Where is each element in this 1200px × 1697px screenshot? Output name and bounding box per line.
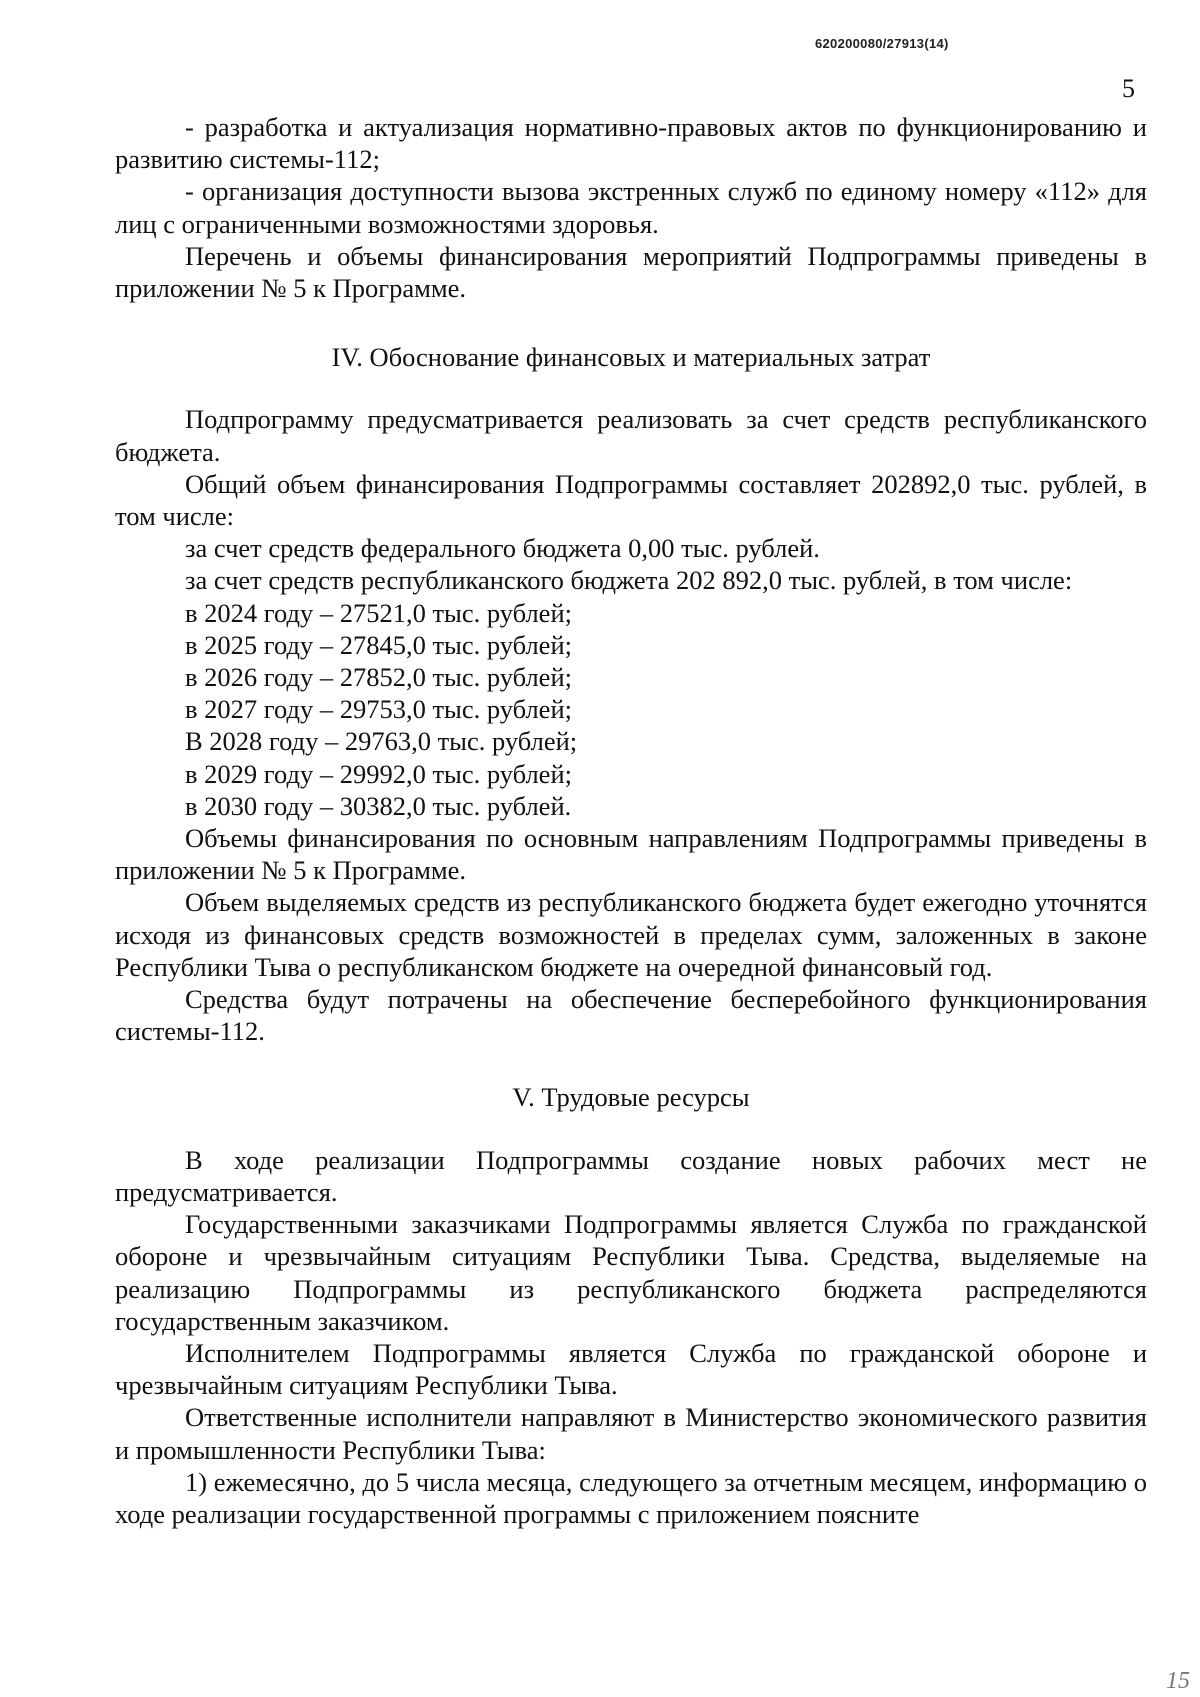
page-number: 5 [1122, 74, 1135, 103]
funding-year-2030: в 2030 году – 30382,0 тыс. рублей. [185, 790, 572, 821]
handwritten-page-mark: 15 [1166, 1668, 1190, 1694]
paragraph-monthly-report: 1) ежемесячно, до 5 числа месяца, следующего за отчетным месяцем, информацию о ходе реализации государственной программы с приложением поясните [115, 1466, 1147, 1529]
document-code: 620200080/27913(14) [815, 36, 949, 51]
funding-year-2027: в 2027 году – 29753,0 тыс. рублей; [185, 694, 572, 725]
paragraph-development-acts: - разработка и актуализация нормативно-правовых актов по функционированию и развитию системы-112; [115, 112, 1147, 175]
paragraph-funding-directions: Объемы финансирования по основным направлениям Подпрограммы приведены в приложении № 5 к Программе. [115, 823, 1147, 886]
paragraph-total-funding: Общий объем финансирования Подпрограммы составляет 202892,0 тыс. рублей, в том числе: [115, 468, 1147, 532]
paragraph-executor: Исполнителем Подпрограммы является Служба по гражданской обороне и чрезвычайным ситуациям Республики Тыва. [115, 1337, 1147, 1401]
paragraph-funding-list: Перечень и объемы финансирования мероприятий Подпрограммы приведены в приложении № 5 к Программе. [115, 240, 1147, 304]
funding-year-2026: в 2026 году – 27852,0 тыс. рублей; [185, 662, 572, 693]
section-heading-labor-resources [115, 1047, 1147, 1143]
section-4-title: IV. Обоснование финансовых и материальных затрат [331, 342, 931, 373]
paragraph-accessibility-112: - организация доступности вызова экстренных служб по единому номеру «112» для лиц с ограниченными возможностями здоровья. [115, 176, 1147, 239]
paragraph-responsible-executors: Ответственные исполнители направляют в Министерство экономического развития и промышленности Республики Тыва: [115, 1402, 1147, 1465]
funding-year-2025: в 2025 году – 27845,0 тыс. рублей; [185, 629, 572, 660]
funding-republican-budget: за счет средств республиканского бюджета 202 892,0 тыс. рублей, в том числе: [185, 565, 1073, 596]
document-body [115, 111, 1147, 1530]
funding-year-2024: в 2024 году – 27521,0 тыс. рублей; [185, 597, 572, 628]
funding-federal-budget: за счет средств федерального бюджета 0,00 тыс. рублей. [185, 533, 820, 564]
section-heading-financial-justification [115, 304, 1147, 403]
funding-year-2028: В 2028 году – 29763,0 тыс. рублей; [185, 726, 578, 757]
paragraph-annual-adjustment: Объем выделяемых средств из республиканского бюджета будет ежегодно уточнятся исходя из финансовых средств возможностей в пределах сумм, заложенных в законе Республики Тыва о республиканском бюджете на очередной финансовый год. [115, 887, 1147, 982]
paragraph-budget-source: Подпрограмму предусматривается реализовать за счет средств республиканского бюджета. [115, 404, 1147, 467]
paragraph-state-customers: Государственными заказчиками Подпрограммы является Служба по гражданской обороне и чрезвычайным ситуациям Республики Тыва. Средства, выделяемые на реализацию Подпрограммы из республиканского бюджета распределяются государственным заказчиком. [115, 1209, 1147, 1336]
funding-year-2029: в 2029 году – 29992,0 тыс. рублей; [185, 758, 572, 789]
paragraph-no-new-jobs: В ходе реализации Подпрограммы создание новых рабочих мест не предусматривается. [115, 1144, 1147, 1207]
section-5-title: V. Трудовые ресурсы [512, 1082, 750, 1113]
paragraph-funds-usage: Средства будут потрачены на обеспечение бесперебойного функционирования системы-112. [115, 984, 1147, 1047]
